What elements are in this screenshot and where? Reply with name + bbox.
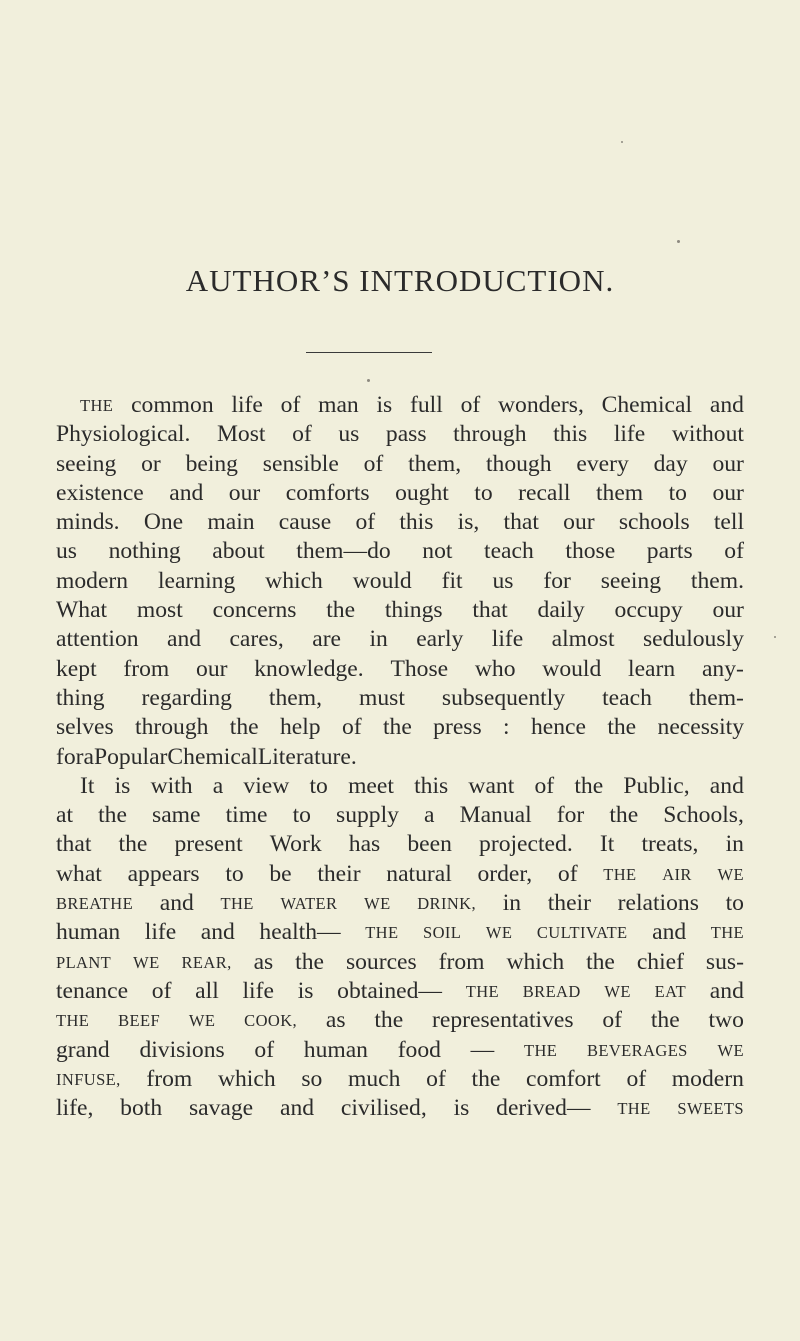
word: It	[599, 831, 615, 858]
word: must	[359, 684, 405, 711]
word: to	[309, 772, 328, 799]
title-rule	[306, 352, 432, 353]
text-line	[56, 567, 744, 596]
word: Physiological.	[56, 421, 191, 448]
word: of	[280, 392, 301, 418]
word: which	[265, 567, 323, 594]
word: parts	[646, 538, 693, 565]
small-caps-word: THE	[220, 894, 254, 914]
word: modern	[56, 567, 129, 594]
small-caps-word: WE	[364, 894, 391, 914]
word: the	[295, 948, 324, 975]
word: ought	[395, 479, 449, 506]
text-line	[56, 508, 744, 537]
word: both	[120, 1095, 163, 1122]
word: the	[326, 597, 356, 624]
text-line	[56, 450, 744, 479]
word: and	[709, 392, 744, 418]
word: seeing	[600, 567, 662, 594]
text-line	[56, 801, 744, 830]
word: projected.	[479, 831, 573, 858]
word: most	[136, 597, 183, 624]
word: and	[200, 919, 235, 946]
word: attention	[56, 626, 139, 653]
word: their	[317, 860, 361, 887]
word: early	[416, 626, 464, 653]
word: the	[382, 714, 412, 741]
word: schools	[618, 509, 690, 536]
word: Popular	[94, 743, 168, 770]
word: all	[195, 977, 219, 1004]
word: us	[56, 538, 77, 565]
word: the	[586, 948, 615, 975]
text-line	[56, 537, 744, 566]
word: been	[407, 831, 452, 858]
word: our	[712, 450, 744, 477]
word: is	[376, 392, 393, 418]
word: Public,	[623, 772, 690, 799]
text-line	[56, 977, 744, 1006]
word: teach	[484, 538, 534, 565]
word: learn	[628, 655, 676, 682]
word: and	[279, 1095, 315, 1122]
word: about	[212, 538, 265, 565]
word: of	[557, 860, 578, 887]
word: health—	[259, 919, 341, 946]
small-caps-word: BEVERAGES	[586, 1040, 688, 1060]
word: almost	[551, 626, 615, 653]
body-text	[56, 391, 744, 1123]
word: their	[547, 890, 591, 917]
small-caps-word: BREATHE	[56, 894, 134, 914]
word: order,	[477, 860, 533, 887]
paper-speck	[677, 240, 680, 243]
word: life	[231, 392, 263, 418]
word: our	[712, 597, 744, 624]
word: Literature.	[257, 743, 357, 770]
small-caps-word: THE	[80, 396, 114, 415]
word: us	[492, 567, 514, 594]
word: Manual	[459, 802, 532, 829]
word: regarding	[141, 684, 232, 711]
small-caps-word: WE	[133, 952, 160, 972]
word: so	[301, 1065, 323, 1092]
word: treats,	[641, 831, 699, 858]
small-caps-word: WE	[717, 1040, 744, 1060]
word: minds.	[56, 509, 120, 536]
word: daily	[537, 597, 585, 624]
word: What	[56, 597, 108, 624]
word: them—do	[296, 538, 391, 565]
word: the	[229, 714, 259, 741]
word: them,	[408, 450, 462, 477]
word: in	[369, 626, 388, 653]
word: day	[653, 450, 688, 477]
word: divisions	[139, 1036, 225, 1063]
word: of	[363, 450, 384, 477]
word: a	[424, 802, 435, 829]
word: this	[399, 509, 434, 536]
word: for	[556, 802, 585, 829]
small-caps-word: THE	[365, 923, 399, 943]
word: and	[169, 479, 204, 506]
word: them,	[268, 684, 322, 711]
word: occupy	[614, 597, 683, 624]
word: what	[56, 860, 102, 887]
word: be	[269, 860, 292, 887]
text-line	[56, 918, 744, 947]
small-caps-word: THE	[465, 981, 500, 1001]
word: grand	[56, 1036, 110, 1063]
word: of	[426, 1065, 446, 1092]
word: One	[143, 509, 184, 536]
word: meet	[348, 772, 394, 799]
paper-speck	[621, 141, 623, 143]
word: and	[709, 772, 744, 799]
word: Those	[390, 655, 449, 682]
small-caps-word: THE	[710, 923, 744, 943]
word: at	[56, 802, 74, 829]
word: help	[279, 714, 321, 741]
word: and	[166, 626, 202, 653]
text-line	[56, 655, 744, 684]
word: the	[650, 1007, 680, 1034]
word: from	[438, 948, 485, 975]
small-caps-word: DRINK,	[417, 894, 477, 914]
word: for	[543, 567, 571, 594]
word: to	[292, 802, 311, 829]
word: It	[80, 772, 95, 799]
word: of	[292, 421, 312, 448]
text-line	[56, 1006, 744, 1035]
word: cares,	[229, 626, 284, 653]
word: who	[474, 655, 516, 682]
word: human	[56, 919, 121, 946]
text-line	[56, 596, 744, 625]
word: through	[453, 421, 527, 448]
word: the	[574, 772, 604, 799]
word: for	[56, 743, 84, 770]
word: present	[174, 831, 243, 858]
word: hence	[530, 714, 586, 741]
word: life,	[56, 1095, 94, 1122]
small-caps-word: WATER	[280, 894, 338, 914]
word: is,	[457, 509, 480, 536]
word: knowledge.	[254, 655, 364, 682]
word: to	[474, 479, 493, 506]
word: civilised,	[340, 1095, 427, 1122]
small-caps-word: THE	[603, 864, 637, 884]
word: modern	[671, 1065, 744, 1092]
paper-speck	[774, 636, 776, 638]
word: or	[141, 450, 161, 477]
small-caps-word: WE	[604, 981, 631, 1001]
word: Chemical	[601, 392, 693, 418]
word: pass	[385, 421, 427, 448]
word: recall	[518, 479, 571, 506]
text-line	[56, 391, 744, 420]
word: press	[433, 714, 482, 741]
small-caps-word: SOIL	[423, 923, 462, 943]
word: thing	[56, 684, 105, 711]
small-caps-word: WE	[717, 864, 744, 884]
small-caps-word: WE	[485, 923, 513, 943]
word: this	[414, 772, 449, 799]
word: the	[609, 802, 639, 829]
word: of	[355, 509, 376, 536]
word: main	[207, 509, 255, 536]
word: though	[485, 450, 552, 477]
word: life	[613, 421, 646, 448]
word: would	[352, 567, 412, 594]
word: of	[724, 538, 744, 565]
word: things	[384, 597, 443, 624]
word: natural	[386, 860, 452, 887]
word: sedulously	[642, 626, 744, 653]
word: tenance	[56, 977, 129, 1004]
text-line	[56, 420, 744, 449]
word: and	[159, 890, 194, 917]
word: without	[671, 421, 744, 448]
word: representatives	[432, 1007, 574, 1034]
word: our	[712, 479, 744, 506]
word: of	[602, 1007, 623, 1034]
word: selves	[56, 714, 114, 741]
small-caps-word: WE	[188, 1011, 216, 1031]
word: our	[228, 479, 261, 506]
word: any-	[701, 655, 744, 682]
word: in	[725, 831, 744, 858]
text-line	[56, 889, 744, 918]
paper-speck	[367, 379, 370, 382]
word: this	[553, 421, 588, 448]
chapter-title: AUTHOR’S INTRODUCTION.	[185, 263, 615, 298]
word: life	[242, 977, 274, 1004]
word: of	[254, 1036, 275, 1063]
small-caps-word: CULTIVATE	[536, 923, 628, 943]
small-caps-word: COOK,	[244, 1011, 298, 1031]
word: the	[471, 1065, 501, 1092]
text-line	[56, 1094, 744, 1123]
word: to	[668, 479, 687, 506]
word: of	[151, 977, 172, 1004]
text-line	[56, 684, 744, 713]
word: of	[626, 1065, 647, 1092]
word: food	[397, 1036, 441, 1063]
word: is	[453, 1095, 470, 1122]
word: human	[303, 1036, 368, 1063]
word: them-	[688, 684, 744, 711]
word: and	[652, 919, 687, 946]
small-caps-word: BEEF	[118, 1011, 161, 1031]
word: same	[152, 802, 201, 829]
word: view	[243, 772, 290, 799]
text-line	[56, 713, 744, 742]
text-line	[56, 772, 744, 801]
word: Schools,	[663, 802, 744, 829]
word: them.	[690, 567, 744, 594]
word: with	[150, 772, 193, 799]
word: from	[123, 655, 170, 682]
word: savage	[188, 1095, 254, 1122]
word: the	[98, 802, 127, 829]
word: that	[472, 597, 508, 624]
word: being	[185, 450, 238, 477]
word: chief	[636, 948, 684, 975]
word: subsequently	[441, 684, 566, 711]
small-caps-word: THE	[523, 1040, 558, 1060]
word: them	[595, 479, 644, 506]
word: wonders,	[498, 392, 584, 418]
word: seeing	[56, 450, 117, 477]
small-caps-word: THE	[617, 1099, 651, 1119]
word: the	[374, 1007, 404, 1034]
text-line	[56, 743, 744, 772]
small-caps-word: REAR,	[181, 952, 232, 972]
small-caps-word: AIR	[662, 864, 692, 884]
word: every	[576, 450, 629, 477]
word: to	[225, 860, 244, 887]
text-line	[56, 1036, 744, 1065]
word: the	[118, 831, 148, 858]
word: of	[534, 772, 555, 799]
word: that	[503, 509, 539, 536]
word: relations	[617, 890, 699, 917]
word: existence	[56, 479, 144, 506]
word: appears	[127, 860, 200, 887]
word: derived—	[496, 1095, 591, 1122]
word: to	[725, 890, 744, 917]
word: Work	[269, 831, 322, 858]
word: would	[542, 655, 602, 682]
word: not	[422, 538, 453, 565]
word: in	[502, 890, 522, 917]
word: tell	[713, 509, 744, 536]
word: necessity	[657, 714, 744, 741]
text-line	[56, 830, 744, 859]
word: that	[56, 831, 92, 858]
word: common	[131, 392, 214, 418]
word: learning	[157, 567, 236, 594]
word: and	[709, 977, 744, 1004]
word: is	[114, 772, 131, 799]
word: of	[460, 392, 481, 418]
word: teach	[602, 684, 652, 711]
word: through	[135, 714, 209, 741]
text-line	[56, 625, 744, 654]
word: obtained—	[337, 977, 443, 1004]
small-caps-word: INFUSE,	[56, 1069, 121, 1089]
word: fit	[441, 567, 463, 594]
word: supply	[336, 802, 399, 829]
word: has	[348, 831, 381, 858]
word: want	[468, 772, 515, 799]
word: man	[318, 392, 359, 418]
word: a	[83, 743, 94, 770]
word: —	[470, 1036, 495, 1063]
word: sources	[345, 948, 417, 975]
word: our	[196, 655, 228, 682]
word: our	[563, 509, 595, 536]
word: concerns	[212, 597, 297, 624]
word: much	[348, 1065, 401, 1092]
word: are	[312, 626, 342, 653]
text-line	[56, 479, 744, 508]
small-caps-word: SWEETS	[677, 1099, 744, 1119]
word: Chemical	[167, 743, 258, 770]
small-caps-word: EAT	[654, 981, 687, 1001]
text-line	[56, 860, 744, 889]
text-line	[56, 948, 744, 977]
word: life	[491, 626, 524, 653]
word: the	[607, 714, 637, 741]
word: two	[708, 1007, 744, 1034]
word: cause	[278, 509, 332, 536]
word: is	[297, 977, 314, 1004]
word: from	[146, 1065, 193, 1092]
word: sensible	[262, 450, 339, 477]
word: a	[212, 772, 224, 799]
word: full	[410, 392, 443, 418]
word: Most	[216, 421, 266, 448]
word: comforts	[285, 479, 370, 506]
word: sus-	[705, 948, 744, 975]
word: nothing	[108, 538, 181, 565]
word: life	[144, 919, 177, 946]
word: which	[217, 1065, 276, 1092]
word: kept	[56, 655, 97, 682]
word: comfort	[526, 1065, 601, 1092]
small-caps-word: THE	[56, 1011, 90, 1031]
word: time	[225, 802, 268, 829]
small-caps-word: BREAD	[522, 981, 581, 1001]
word: as	[253, 948, 274, 975]
word: us	[338, 421, 360, 448]
word: as	[325, 1007, 346, 1034]
word: which	[506, 948, 565, 975]
word: :	[503, 714, 510, 741]
text-line	[56, 1065, 744, 1094]
word: those	[565, 538, 616, 565]
small-caps-word: PLANT	[56, 952, 112, 972]
word: of	[341, 714, 362, 741]
